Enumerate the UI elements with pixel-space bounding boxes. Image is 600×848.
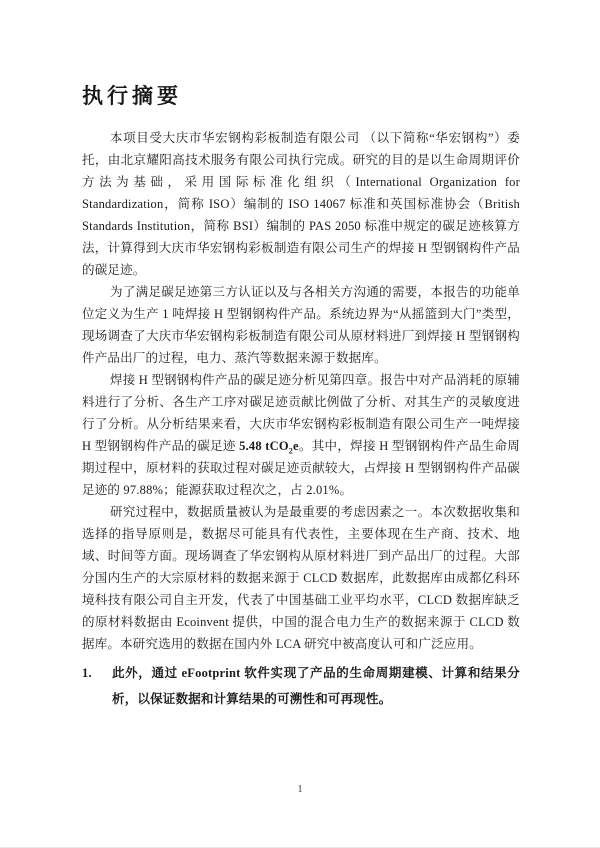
paragraph-functional-unit: 为了满足碳足迹第三方认证以及与各相关方沟通的需要，本报告的功能单位定义为生产 1 吨焊接 H 型钢钢构件产品。系统边界为“从摇篮到大门”类型，现场调查了大庆市华宏钢构彩板制造有限公司从原材料进厂到焊接 H 型钢钢构件产品出厂的过程，电力、蒸汽等数据来源于数据库。	[82, 285, 520, 365]
carbon-footprint-value	[239, 439, 299, 456]
carbon-value-main: 5.48 tCO	[239, 439, 289, 453]
paragraph-carbon-result	[82, 369, 520, 501]
paragraph-project-intro: 本项目受大庆市华宏钢构彩板制造有限公司 （以下简称“华宏钢构”）委托，由北京耀阳高技术服务有限公司执行完成。研究的目的是以生命周期评价方法为基础，采用国际标准化组织（International Organization for Standardization，简称 ISO）编制的 ISO 14067 标准和英国标准协会（British Standards Institution，简称 BSI）编制的 PAS 2050 标准中规定的碳足迹核算方法，计算得到大庆市华宏钢构彩板制造有限公司生产的焊接 H 型钢钢构件产品的碳足迹。	[82, 131, 520, 277]
document-body	[0, 108, 600, 712]
paragraph-text-after: 。其中，焊接 H 型钢钢构件产品生命周期过程中，原材料的获取过程对碳足迹贡献较大，占焊接 H 型钢钢构件产品碳足迹的 97.88%；能源获取过程次之，占 2.01%。	[82, 439, 521, 497]
list-item-text: 此外，通过 eFootprint 软件实现了产品的生命周期建模、计算和结果分析，以保证数据和计算结果的可溯性和可再现性。	[112, 666, 520, 706]
numbered-list-item	[82, 660, 520, 712]
page-title: 执行摘要	[82, 84, 182, 108]
paragraph-text-before: 焊接 H 型钢钢构件产品的碳足迹分析见第四章。报告中对产品消耗的原辅料进行了分析、各生产工序对碳足迹贡献比例做了分析、对其生产的灵敏度进行了分析。从分析结果来看，大庆市华宏钢构彩板制造有限公司生产一吨焊接 H 型钢钢构件产品的碳足迹	[82, 373, 520, 453]
paragraph-data-quality: 研究过程中，数据质量被认为是最重要的考虑因素之一。本次数据收集和选择的指导原则是，数据尽可能具有代表性，主要体现在生产商、技术、地域、时间等方面。现场调查了华宏钢构从原材料进厂到产品出厂的过程。大部分国内生产的大宗原材料的数据来源于 CLCD 数据库，此数据库由成都亿科环境科技有限公司自主开发，代表了中国基础工业平均水平，CLCD 数据库缺乏的原材料数据由 Ecoinvent 提供，中国的混合电力生产的数据来源于 CLCD 数据库。本研究选用的数据在国内外 LCA 研究中被高度认可和广泛应用。	[82, 505, 520, 651]
carbon-value-tail: e	[293, 439, 299, 453]
carbon-value-subscript: 2	[288, 446, 293, 456]
list-item-marker: 1.	[82, 666, 92, 680]
page-number: 1	[297, 784, 303, 795]
